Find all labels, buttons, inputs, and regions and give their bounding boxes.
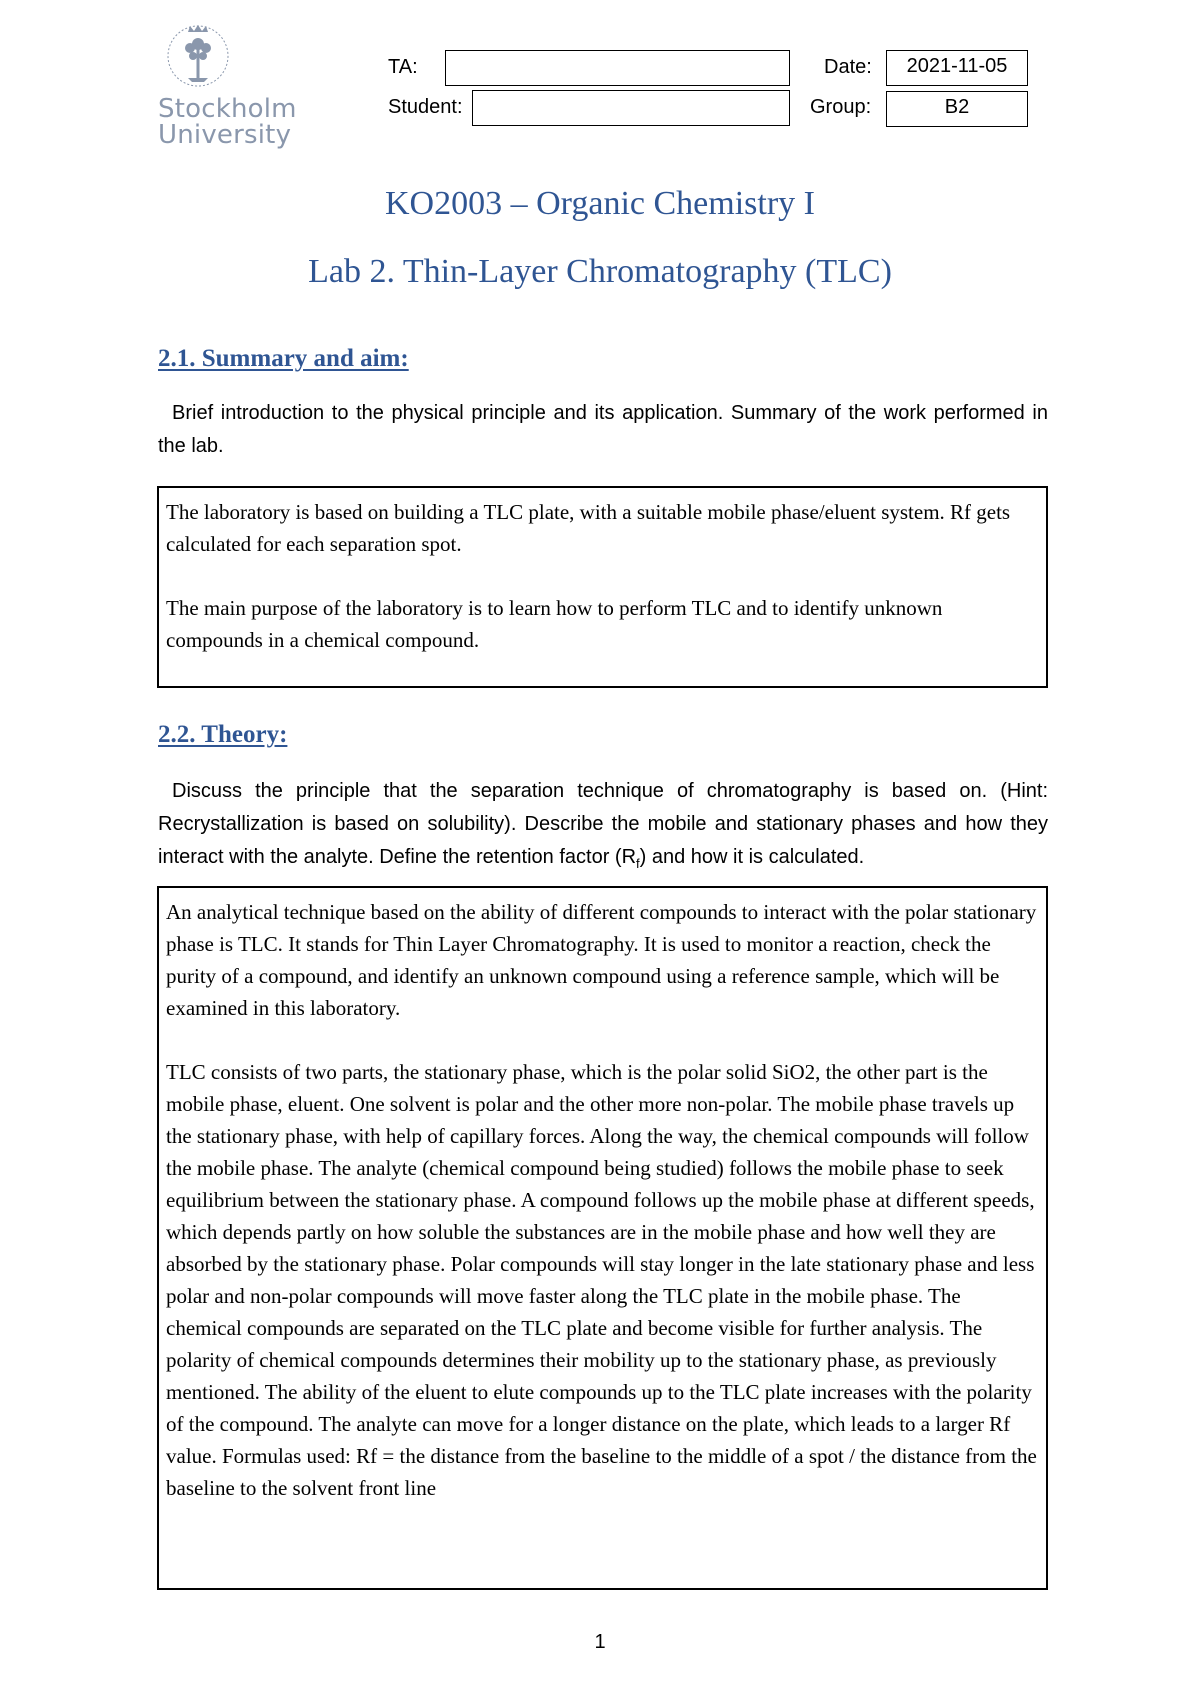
- page-number: 1: [594, 1631, 606, 1653]
- answer-paragraph: The main purpose of the laboratory is to learn how to perform TLC and to identify unknown compounds in a chemical compound.: [166, 596, 943, 652]
- university-seal-icon: [158, 22, 238, 94]
- group-value: B2: [944, 96, 970, 118]
- section-heading-theory: 2.2. Theory:: [158, 721, 288, 748]
- date-field[interactable]: [886, 50, 1028, 86]
- student-field[interactable]: [472, 90, 790, 126]
- logo-text-line1: Stockholm: [158, 94, 297, 124]
- group-field[interactable]: [886, 91, 1028, 127]
- section-heading-summary: 2.1. Summary and aim:: [158, 345, 409, 372]
- answer-box-theory[interactable]: [157, 886, 1048, 1590]
- instruction-text: ) and how it is calculated.: [639, 846, 865, 868]
- answer-box-summary[interactable]: [157, 486, 1048, 688]
- course-title: KO2003 – Organic Chemistry I: [385, 185, 815, 222]
- answer-paragraph: TLC consists of two parts, the stationary phase, which is the polar solid SiO2, the other part is the mobile phase, eluent. One solvent is polar and the other more non-polar. The mobile phase travels up the stationary phase, with help of capillary forces. Along the way, the chemical compounds will follow the mobile phase. The analyte (chemical compound being studied) follows the mobile phase to seek equilibrium between the stationary phase. A compound follows up the mobile phase at different speeds, which depends partly on how soluble the substances are in the mobile phase and how well they are absorbed by the stationary phase. Polar compounds will stay longer in the late stationary phase and less polar and non-polar compounds will move faster along the TLC plate in the mobile phase. The chemical compounds are separated on the TLC plate and become visible for further analysis. The polarity of chemical compounds determines their mobility up to the stationary phase, as previously mentioned. The ability of the eluent to elute compounds up to the TLC plate increases with the polarity of the compound. The analyte can move for a longer distance on the plate, which leads to a larger Rf value. Formulas used: Rf = the distance from the baseline to the middle of a spot / the distance from the baseline to the solvent front line: [166, 1060, 1037, 1500]
- answer-paragraph: An analytical technique based on the ability of different compounds to interact with the polar stationary phase is TLC. It stands for Thin Layer Chromatography. It is used to monitor a reaction, check the purity of a compound, and identify an unknown compound using a reference sample, which will be examined in this laboratory.: [166, 900, 1037, 1020]
- lab-title: Lab 2. Thin-Layer Chromatography (TLC): [308, 253, 892, 290]
- group-label: Group:: [810, 96, 872, 118]
- date-label: Date:: [824, 56, 872, 78]
- university-logo: [158, 22, 298, 152]
- date-value: 2021-11-05: [906, 55, 1008, 77]
- logo-text-line2: University: [158, 120, 292, 150]
- instruction-subscript: f: [636, 856, 640, 871]
- student-label: Student:: [388, 96, 463, 118]
- answer-paragraph: The laboratory is based on building a TLC plate, with a suitable mobile phase/eluent system. Rf gets calculated for each separation spot.: [166, 500, 1011, 556]
- section-instruction-summary: Brief introduction to the physical principle and its application. Summary of the work performed in the lab.: [158, 402, 1048, 457]
- instruction-text: Discuss the principle that the separation technique of chromatography is based on. (Hint: Recrystallization is based on solubility). Describe the mobile and stationary phases and how they interact with the analyte. Define the retention factor (R: [158, 780, 1048, 868]
- section-instruction-theory: [158, 775, 1048, 880]
- ta-label: TA:: [388, 56, 418, 78]
- ta-field[interactable]: [445, 50, 790, 86]
